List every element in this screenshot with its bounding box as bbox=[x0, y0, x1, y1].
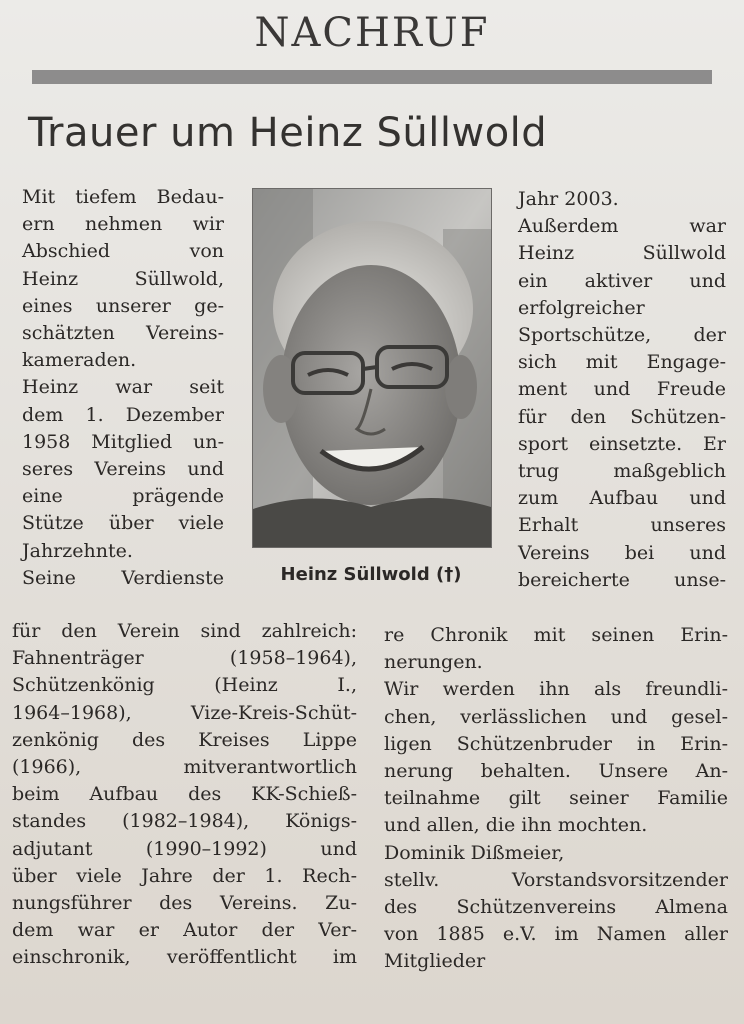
text-line: seres Vereins und bbox=[22, 458, 224, 481]
text-line: beim Aufbau des KK-Schieß- bbox=[12, 783, 357, 806]
text-line: Fahnenträger (1958–1964), bbox=[12, 647, 357, 670]
text-line: sich mit Engage- bbox=[518, 351, 726, 374]
text-line: bereicherte unse- bbox=[518, 568, 726, 591]
section-rule bbox=[32, 70, 712, 84]
text-line: nerung behalten. Unsere An- bbox=[384, 760, 728, 783]
text-line: über viele Jahre der 1. Rech- bbox=[12, 864, 357, 887]
text-line: nerungen. bbox=[384, 651, 483, 674]
text-line: sport einsetzte. Er bbox=[518, 432, 726, 455]
text-line: dem war er Autor der Ver- bbox=[12, 919, 357, 942]
text-line: Mit tiefem Bedau- bbox=[22, 186, 224, 208]
text-line: Außerdem war bbox=[518, 215, 726, 238]
text-line: ligen Schützenbruder in Erin- bbox=[384, 732, 728, 755]
text-line: re Chronik mit seinen Erin- bbox=[384, 624, 728, 646]
text-line: ern nehmen wir bbox=[22, 213, 224, 236]
headline: Trauer um Heinz Süllwold bbox=[28, 110, 548, 156]
text-line: adjutant (1990–1992) und bbox=[12, 837, 357, 860]
text-line: 1958 Mitglied un- bbox=[22, 430, 224, 453]
text-line: Wir werden ihn als freundli- bbox=[384, 678, 728, 701]
portrait-photo bbox=[252, 188, 492, 548]
left-column-top bbox=[22, 184, 224, 592]
text-line: eine prägende bbox=[22, 485, 224, 508]
text-line: einschronik, veröffentlicht im bbox=[12, 946, 357, 969]
text-line: für den Verein sind zahlreich: bbox=[12, 620, 357, 642]
text-line: Schützenkönig (Heinz I., bbox=[12, 674, 357, 697]
text-line: nungsführer des Vereins. Zu- bbox=[12, 892, 357, 915]
text-line: zum Aufbau und bbox=[518, 487, 726, 510]
section-title: NACHRUF bbox=[254, 10, 490, 56]
text-line: Abschied von bbox=[22, 240, 224, 263]
left-column-bottom bbox=[12, 618, 357, 972]
text-line: Erhalt unseres bbox=[518, 514, 726, 537]
photo-caption: Heinz Süllwold (†) bbox=[280, 564, 462, 585]
text-line: schätzten Vereins- bbox=[22, 322, 224, 345]
text-line: zenkönig des Kreises Lippe bbox=[12, 728, 357, 751]
portrait-image bbox=[253, 189, 491, 547]
text-line: Stütze über viele bbox=[22, 512, 224, 535]
text-line: erfolgreicher bbox=[518, 296, 645, 319]
text-line: Seine Verdienste bbox=[22, 566, 224, 589]
text-line: Vereins bei und bbox=[518, 541, 726, 564]
text-line: standes (1982–1984), Königs- bbox=[12, 810, 357, 833]
text-line: kameraden. bbox=[22, 349, 137, 372]
text-line: trug maßgeblich bbox=[518, 460, 726, 483]
text-line: teilnahme gilt seiner Familie bbox=[384, 787, 728, 810]
text-line: stellv. Vorstandsvorsitzender bbox=[384, 868, 728, 891]
text-line: des Schützenvereins Almena bbox=[384, 896, 728, 919]
text-line: (1966), mitverantwortlich bbox=[12, 756, 357, 779]
text-line: Heinz war seit bbox=[22, 376, 224, 399]
text-line: Heinz Süllwold, bbox=[22, 267, 224, 290]
text-line: Dominik Dißmeier, bbox=[384, 841, 565, 864]
text-line: von 1885 e.V. im Namen aller bbox=[384, 923, 728, 946]
text-line: ment und Freude bbox=[518, 378, 726, 401]
text-line: Jahrzehnte. bbox=[22, 539, 133, 562]
text-line: eines unserer ge- bbox=[22, 294, 224, 317]
text-line: Jahr 2003. bbox=[518, 188, 619, 210]
text-line: chen, verlässlichen und gesel- bbox=[384, 705, 728, 728]
right-column-top bbox=[518, 186, 726, 594]
text-line: Mitglieder bbox=[384, 950, 486, 973]
text-line: dem 1. Dezember bbox=[22, 403, 224, 426]
right-column-bottom bbox=[384, 622, 728, 976]
text-line: für den Schützen- bbox=[518, 405, 726, 428]
text-line: Heinz Süllwold bbox=[518, 242, 726, 265]
text-line: Sportschütze, der bbox=[518, 324, 726, 347]
text-line: 1964–1968), Vize-Kreis-Schüt- bbox=[12, 701, 357, 724]
text-line: und allen, die ihn mochten. bbox=[384, 814, 648, 837]
text-line: ein aktiver und bbox=[518, 269, 726, 292]
